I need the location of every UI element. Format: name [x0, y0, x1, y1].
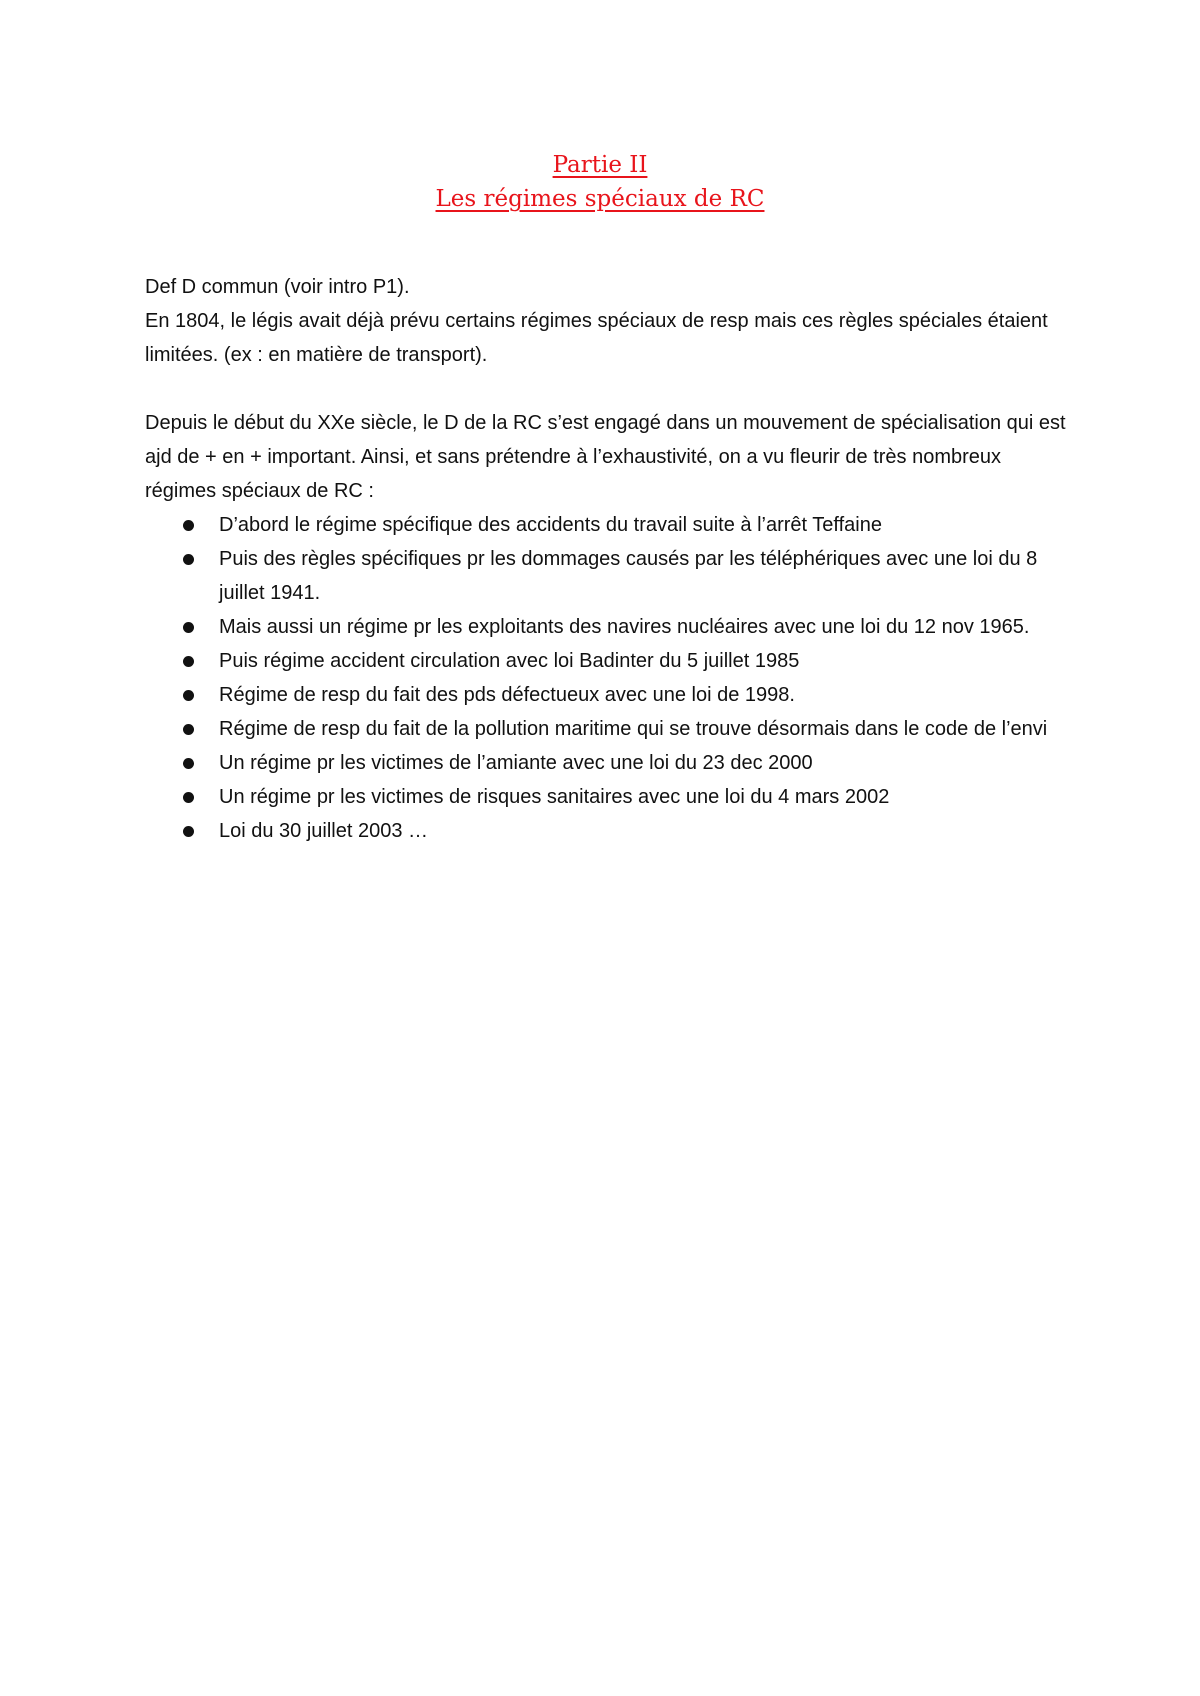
list-item-text: Régime de resp du fait des pds défectueux avec une loi de 1998. — [219, 684, 795, 706]
bullet-icon — [183, 656, 194, 667]
list-item-text: Puis régime accident circulation avec loi Badinter du 5 juillet 1985 — [219, 650, 800, 672]
bullet-icon — [183, 724, 194, 735]
list-item — [145, 610, 1070, 644]
list-item — [145, 542, 1070, 610]
title-block — [0, 148, 1200, 216]
list-item — [145, 780, 1070, 814]
blank-line — [145, 372, 1070, 406]
list-item-text: Mais aussi un régime pr les exploitants des navires nucléaires avec une loi du 12 nov 1965. — [219, 616, 1030, 638]
list-item — [145, 746, 1070, 780]
part-title: Partie II — [552, 152, 648, 178]
bullet-icon — [183, 622, 194, 633]
paragraph-definition: Def D commun (voir intro P1). — [145, 276, 410, 298]
bullet-icon — [183, 554, 194, 565]
list-item-text: Un régime pr les victimes de l’amiante avec une loi du 23 dec 2000 — [219, 752, 813, 774]
bullet-icon — [183, 792, 194, 803]
regimes-list — [145, 508, 1070, 848]
list-item-text: Régime de resp du fait de la pollution maritime qui se trouve désormais dans le code de l’envi — [219, 718, 1048, 740]
bullet-icon — [183, 826, 194, 837]
list-item-text: Un régime pr les victimes de risques sanitaires avec une loi du 4 mars 2002 — [219, 786, 890, 808]
paragraph-xxe-siecle: Depuis le début du XXe siècle, le D de la RC s’est engagé dans un mouvement de spécialisation qui est ajd de + en + important. Ainsi, et sans prétendre à l’exhaustivité, on a vu fleurir de très nombreux régimes spéciaux de RC : — [145, 412, 1066, 502]
bullet-icon — [183, 520, 194, 531]
list-item — [145, 508, 1070, 542]
section-title: Les régimes spéciaux de RC — [435, 186, 765, 212]
list-item — [145, 712, 1070, 746]
list-item — [145, 644, 1070, 678]
bullet-icon — [183, 758, 194, 769]
list-item-text: D’abord le régime spécifique des accidents du travail suite à l’arrêt Teffaine — [219, 514, 882, 536]
list-item — [145, 678, 1070, 712]
document-body — [145, 270, 1070, 848]
list-item-text: Loi du 30 juillet 2003 … — [219, 820, 429, 842]
list-item — [145, 814, 1070, 848]
list-item-text: Puis des règles spécifiques pr les dommages causés par les téléphériques avec une loi du 8 juillet 1941. — [219, 548, 1038, 604]
bullet-icon — [183, 690, 194, 701]
paragraph-1804: En 1804, le légis avait déjà prévu certains régimes spéciaux de resp mais ces règles spéciales étaient limitées. (ex : en matière de transport). — [145, 310, 1048, 366]
